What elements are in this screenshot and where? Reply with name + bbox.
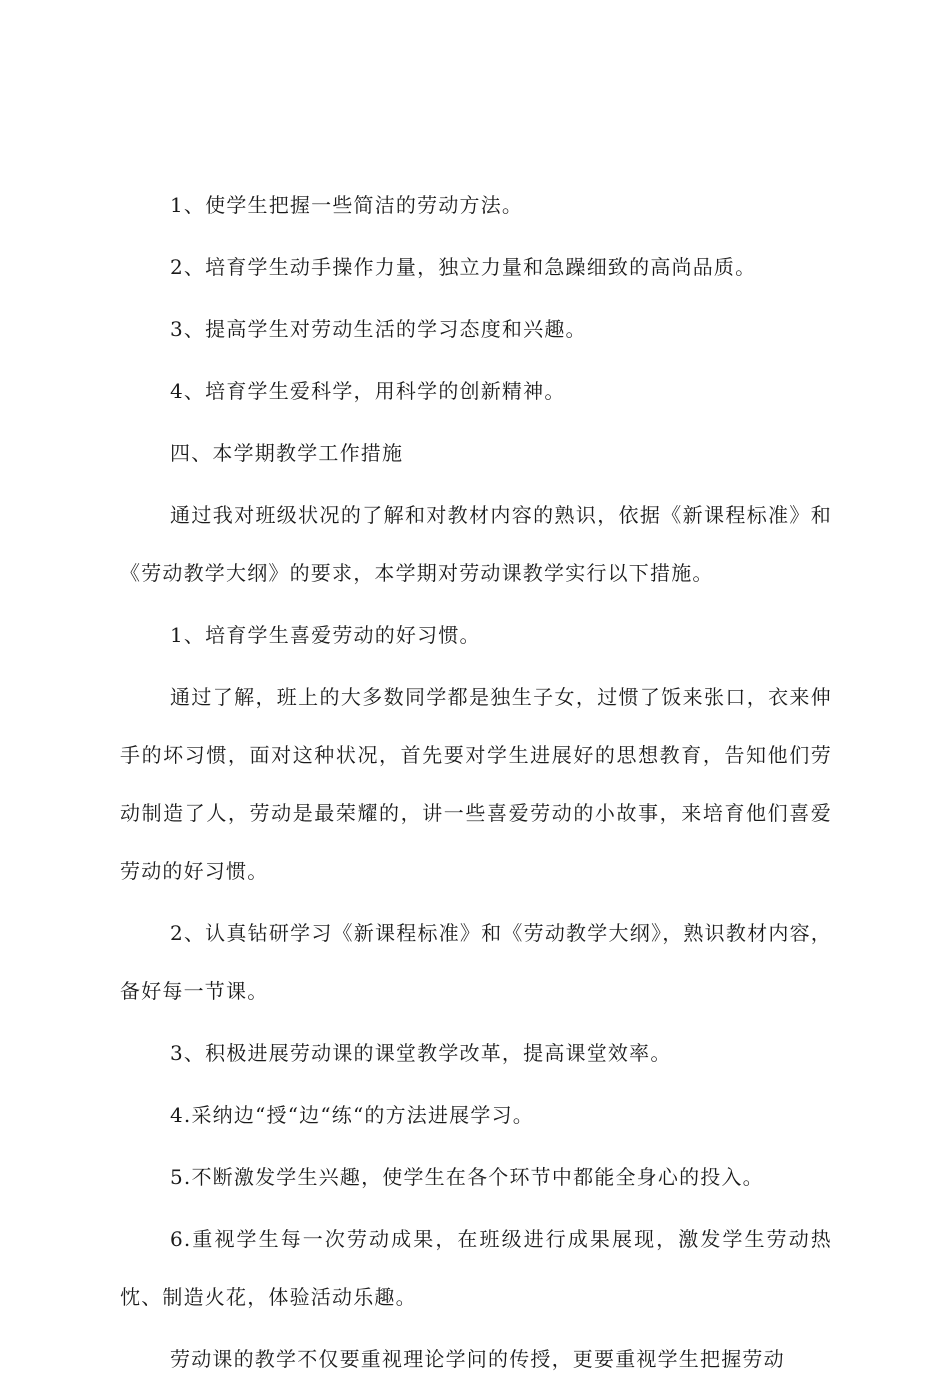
document-body <box>120 176 832 1388</box>
goal-item-1: 1、使学生把握一些简洁的劳动方法。 <box>170 193 524 217</box>
measure-item-6: 6.重视学生每一次劳动成果，在班级进行成果展现，激发学生劳动热忱、制造火花，体验活动乐趣。 <box>120 1227 832 1309</box>
measure-item-3: 3、积极进展劳动课的课堂教学改革，提高课堂效率。 <box>170 1041 672 1065</box>
measure-item-4: 4.采纳边“授“边“练“的方法进展学习。 <box>170 1103 534 1127</box>
intro-paragraph: 通过我对班级状况的了解和对教材内容的熟识，依据《新课程标准》和《劳动教学大纲》的要求，本学期对劳动课教学实行以下措施。 <box>120 503 832 585</box>
measure-item-1: 1、培育学生喜爱劳动的好习惯。 <box>170 623 481 647</box>
measure-item-5: 5.不断激发学生兴趣，使学生在各个环节中都能全身心的投入。 <box>170 1165 764 1189</box>
goal-item-3: 3、提高学生对劳动生活的学习态度和兴趣。 <box>170 317 587 341</box>
goal-item-2: 2、培育学生动手操作力量，独立力量和急躁细致的高尚品质。 <box>170 255 757 279</box>
measure-item-2: 2、认真钻研学习《新课程标准》和《劳动教学大纲》，熟识教材内容，备好每一节课。 <box>120 921 832 1003</box>
closing-paragraph: 劳动课的教学不仅要重视理论学问的传授，更要重视学生把握劳动 <box>170 1347 785 1371</box>
section-heading: 四、本学期教学工作措施 <box>170 441 404 465</box>
goal-item-4: 4、培育学生爱科学，用科学的创新精神。 <box>170 379 566 403</box>
measure-1-detail: 通过了解，班上的大多数同学都是独生子女，过惯了饭来张口，衣来伸手的坏习惯，面对这种状况，首先要对学生进展好的思想教育，告知他们劳动制造了人，劳动是最荣耀的，讲一些喜爱劳动的小故事，来培育他们喜爱劳动的好习惯。 <box>120 685 832 883</box>
